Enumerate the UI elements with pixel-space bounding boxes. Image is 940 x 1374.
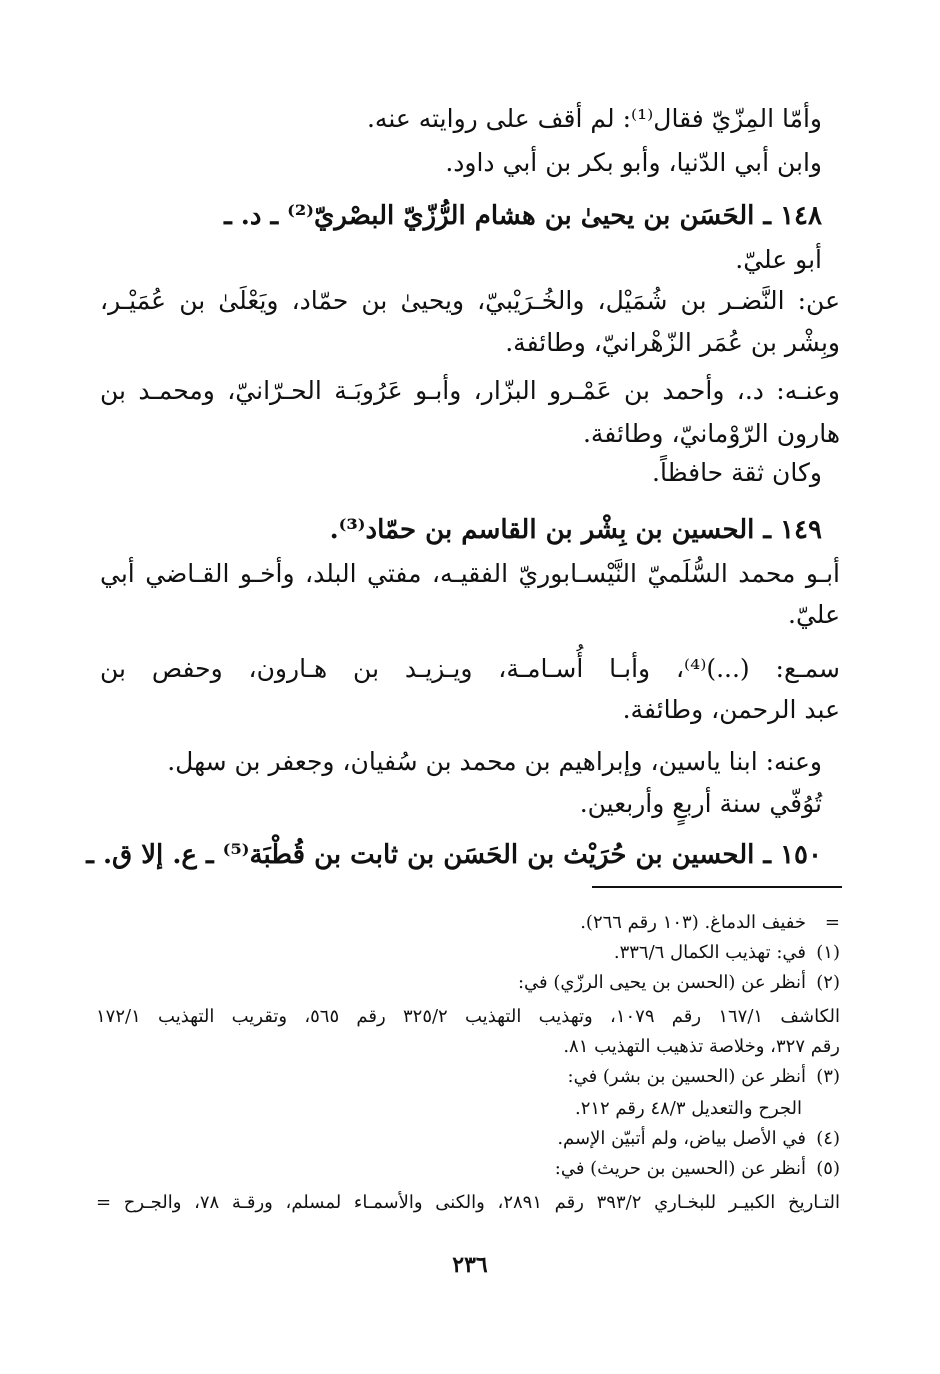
footnote-text: في: تهذيب الكمال ٣٣٦/٦. [613, 942, 806, 963]
body-line: وكان ثقة حافظاً. [652, 458, 822, 487]
footnote-separator [592, 886, 842, 888]
body-line: وعنـه: د.، وأحمد بن عَمْـرو البزّار، وأبـو عَرُوبَـة الحـرّانيّ، ومحمـد بن [100, 376, 840, 405]
footnote-marker: (٣) [816, 1066, 840, 1087]
footnote-line [96, 1096, 802, 1122]
page-number: ٢٣٦ [452, 1252, 488, 1278]
footnote-5 [96, 1156, 840, 1182]
footnote-text: الجرح والتعديل ٤٨/٣ رقم ٢١٢. [574, 1098, 802, 1119]
footnote-4 [96, 1126, 840, 1152]
footnote-line [96, 1190, 840, 1216]
body-line: أبو عليّ. [735, 245, 822, 274]
footnote-text: أنظر عن (الحسن بن يحيى الرزّي) في: [517, 972, 806, 993]
footnote-text: أنظر عن (الحسين بن بشر) في: [567, 1066, 806, 1087]
body-line: عبد الرحمن، وطائفة. [622, 695, 840, 724]
footnote-text: التـاريخ الكبيـر للبخـاري ٣٩٣/٢ رقم ٢٨٩١، والكنى والأسمـاء لمسلم، ورقـة ٧٨، والجـرح = [96, 1192, 840, 1213]
footnote-text: خفيف الدماغ. (١٠٣ رقم ٢٦٦). [580, 912, 806, 933]
footnote-text: رقم ٣٢٧، وخلاصة تذهيب التهذيب ٨١. [563, 1036, 840, 1057]
entry-heading-148: ١٤٨ ـ الحَسَن بن يحيىٰ بن هشام الرُّزّيّ البصْريّ⁽²⁾ ـ د. ـ [224, 201, 822, 231]
footnote-2 [96, 970, 840, 996]
footnote-text: الكاشف ١٦٧/١ رقم ١٠٧٩، وتهذيب التهذيب ٣٢٥/٢ رقم ٥٦٥، وتقريب التهذيب ١٧٢/١ [96, 1006, 840, 1027]
body-line: وبِشْر بن عُمَر الزّهْرانيّ، وطائفة. [505, 328, 840, 357]
footnote-text: أنظر عن (الحسين بن حريث) في: [554, 1158, 806, 1179]
footnote-text: في الأصل بياض، ولم أتبيّن الإسم. [557, 1128, 806, 1149]
footnote-line [96, 1034, 840, 1060]
body-line: عليّ. [788, 600, 840, 629]
footnote-marker: (١) [816, 942, 840, 963]
entry-heading-149: ١٤٩ ـ الحسين بن بِشْر بن القاسم بن حمّاد⁽³⁾. [329, 515, 822, 545]
body-line: وعنه: ابنا ياسين، وإبراهيم بن محمد بن سُفيان، وجعفر بن سهل. [167, 747, 822, 776]
footnote-marker: = [824, 912, 840, 933]
footnote-marker: (٤) [816, 1128, 840, 1149]
footnote-3 [96, 1064, 840, 1090]
footnote-continuation [96, 910, 840, 936]
body-line: أبـو محمد السُّلَميّ النَّيْسـابوريّ الفقيـه، مفتي البلد، وأخـو القـاضي أبي [100, 559, 840, 588]
body-line: سمـع: (...)⁽⁴⁾، وأبـا أُسـامـة، ويـزيـد بن هـارون، وحفص بن [100, 654, 840, 683]
footnote-1 [96, 940, 840, 966]
entry-heading-150: ١٥٠ ـ الحسين بن حُرَيْث بن الحَسَن بن ثابت بن قُطْبَة⁽⁵⁾ ـ ع. إلا ق. ـ [86, 840, 822, 870]
footnote-line [96, 1004, 840, 1030]
footnote-marker: (٥) [816, 1158, 840, 1179]
footnote-marker: (٢) [816, 972, 840, 993]
body-line: تُوُفّي سنة أربعٍ وأربعين. [579, 789, 822, 818]
body-line: عن: النَّضـر بن شُمَيْل، والخُـرَيْبيّ، ويحيىٰ بن حمّاد، ويَعْلَىٰ بن عُمَيْـر، [100, 286, 840, 315]
body-line: هارون الرّوْمانيّ، وطائفة. [582, 419, 840, 448]
body-line: وابن أبي الدّنيا، وأبو بكر بن أبي داود. [445, 148, 822, 177]
body-line: وأمّا المِزّيّ فقال⁽¹⁾: لم أقف على روايته عنه. [366, 104, 822, 133]
